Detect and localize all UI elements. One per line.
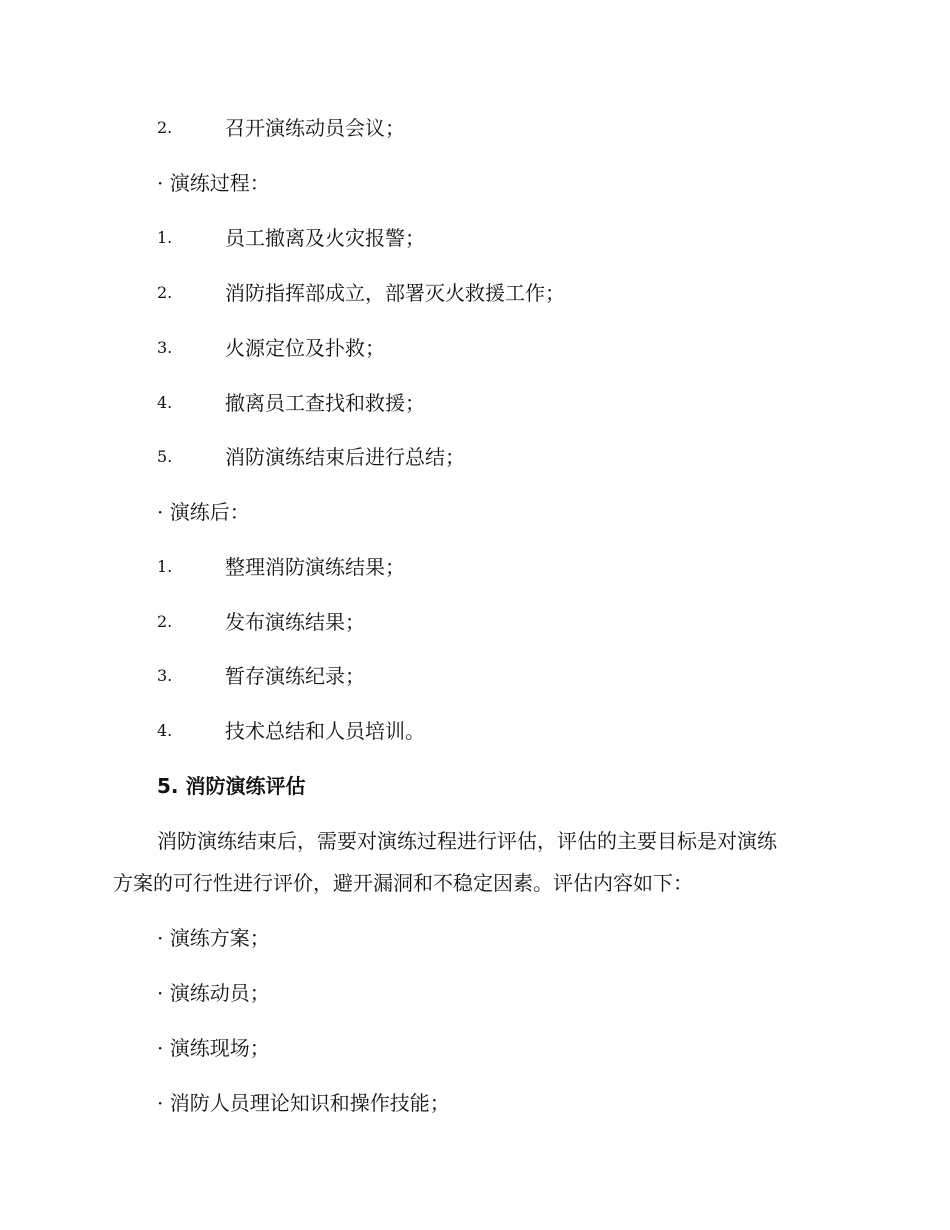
list-item <box>0 114 950 142</box>
list-item-number: 5. <box>157 447 173 466</box>
list-item-text: 发布演练结果； <box>225 610 365 634</box>
list-item-text: 召开演练动员会议； <box>225 116 405 140</box>
list-item <box>0 717 950 745</box>
list-item-number: 2. <box>157 283 173 302</box>
bullet-item: · 演练动员； <box>157 981 270 1005</box>
list-item-number: 4. <box>157 721 173 740</box>
list-item <box>0 389 950 417</box>
list-item <box>0 443 950 471</box>
list-item <box>0 662 950 690</box>
section-label-during: · 演练过程： <box>157 171 270 195</box>
list-item-number: 1. <box>157 557 173 576</box>
bullet-item: · 演练方案； <box>157 926 270 950</box>
list-item-number: 2. <box>157 118 173 137</box>
list-item-text: 技术总结和人员培训。 <box>225 719 425 743</box>
list-item-text: 撤离员工查找和救援； <box>225 391 425 415</box>
list-item <box>0 334 950 362</box>
list-item-number: 2. <box>157 612 173 631</box>
list-item-text: 整理消防演练结果； <box>225 555 405 579</box>
bullet-item: · 消防人员理论知识和操作技能； <box>157 1091 450 1115</box>
list-item <box>0 279 950 307</box>
section-label-after: · 演练后： <box>157 500 250 524</box>
list-item <box>0 553 950 581</box>
list-item <box>0 608 950 636</box>
list-item-text: 员工撤离及火灾报警； <box>225 226 425 250</box>
list-item-text: 火源定位及扑救； <box>225 336 385 360</box>
list-item-text: 暂存演练纪录； <box>225 664 365 688</box>
list-item-text: 消防演练结束后进行总结； <box>225 445 465 469</box>
section-heading: 5. 消防演练评估 <box>157 774 306 798</box>
bullet-item: · 演练现场； <box>157 1036 270 1060</box>
list-item <box>0 224 950 252</box>
list-item-number: 4. <box>157 393 173 412</box>
paragraph-line: 方案的可行性进行评价，避开漏洞和不稳定因素。评估内容如下： <box>113 871 693 895</box>
list-item-number: 3. <box>157 666 173 685</box>
list-item-text: 消防指挥部成立，部署灭火救援工作； <box>225 281 565 305</box>
list-item-number: 3. <box>157 338 173 357</box>
list-item-number: 1. <box>157 228 173 247</box>
paragraph-line: 消防演练结束后，需要对演练过程进行评估，评估的主要目标是对演练 <box>157 829 777 853</box>
